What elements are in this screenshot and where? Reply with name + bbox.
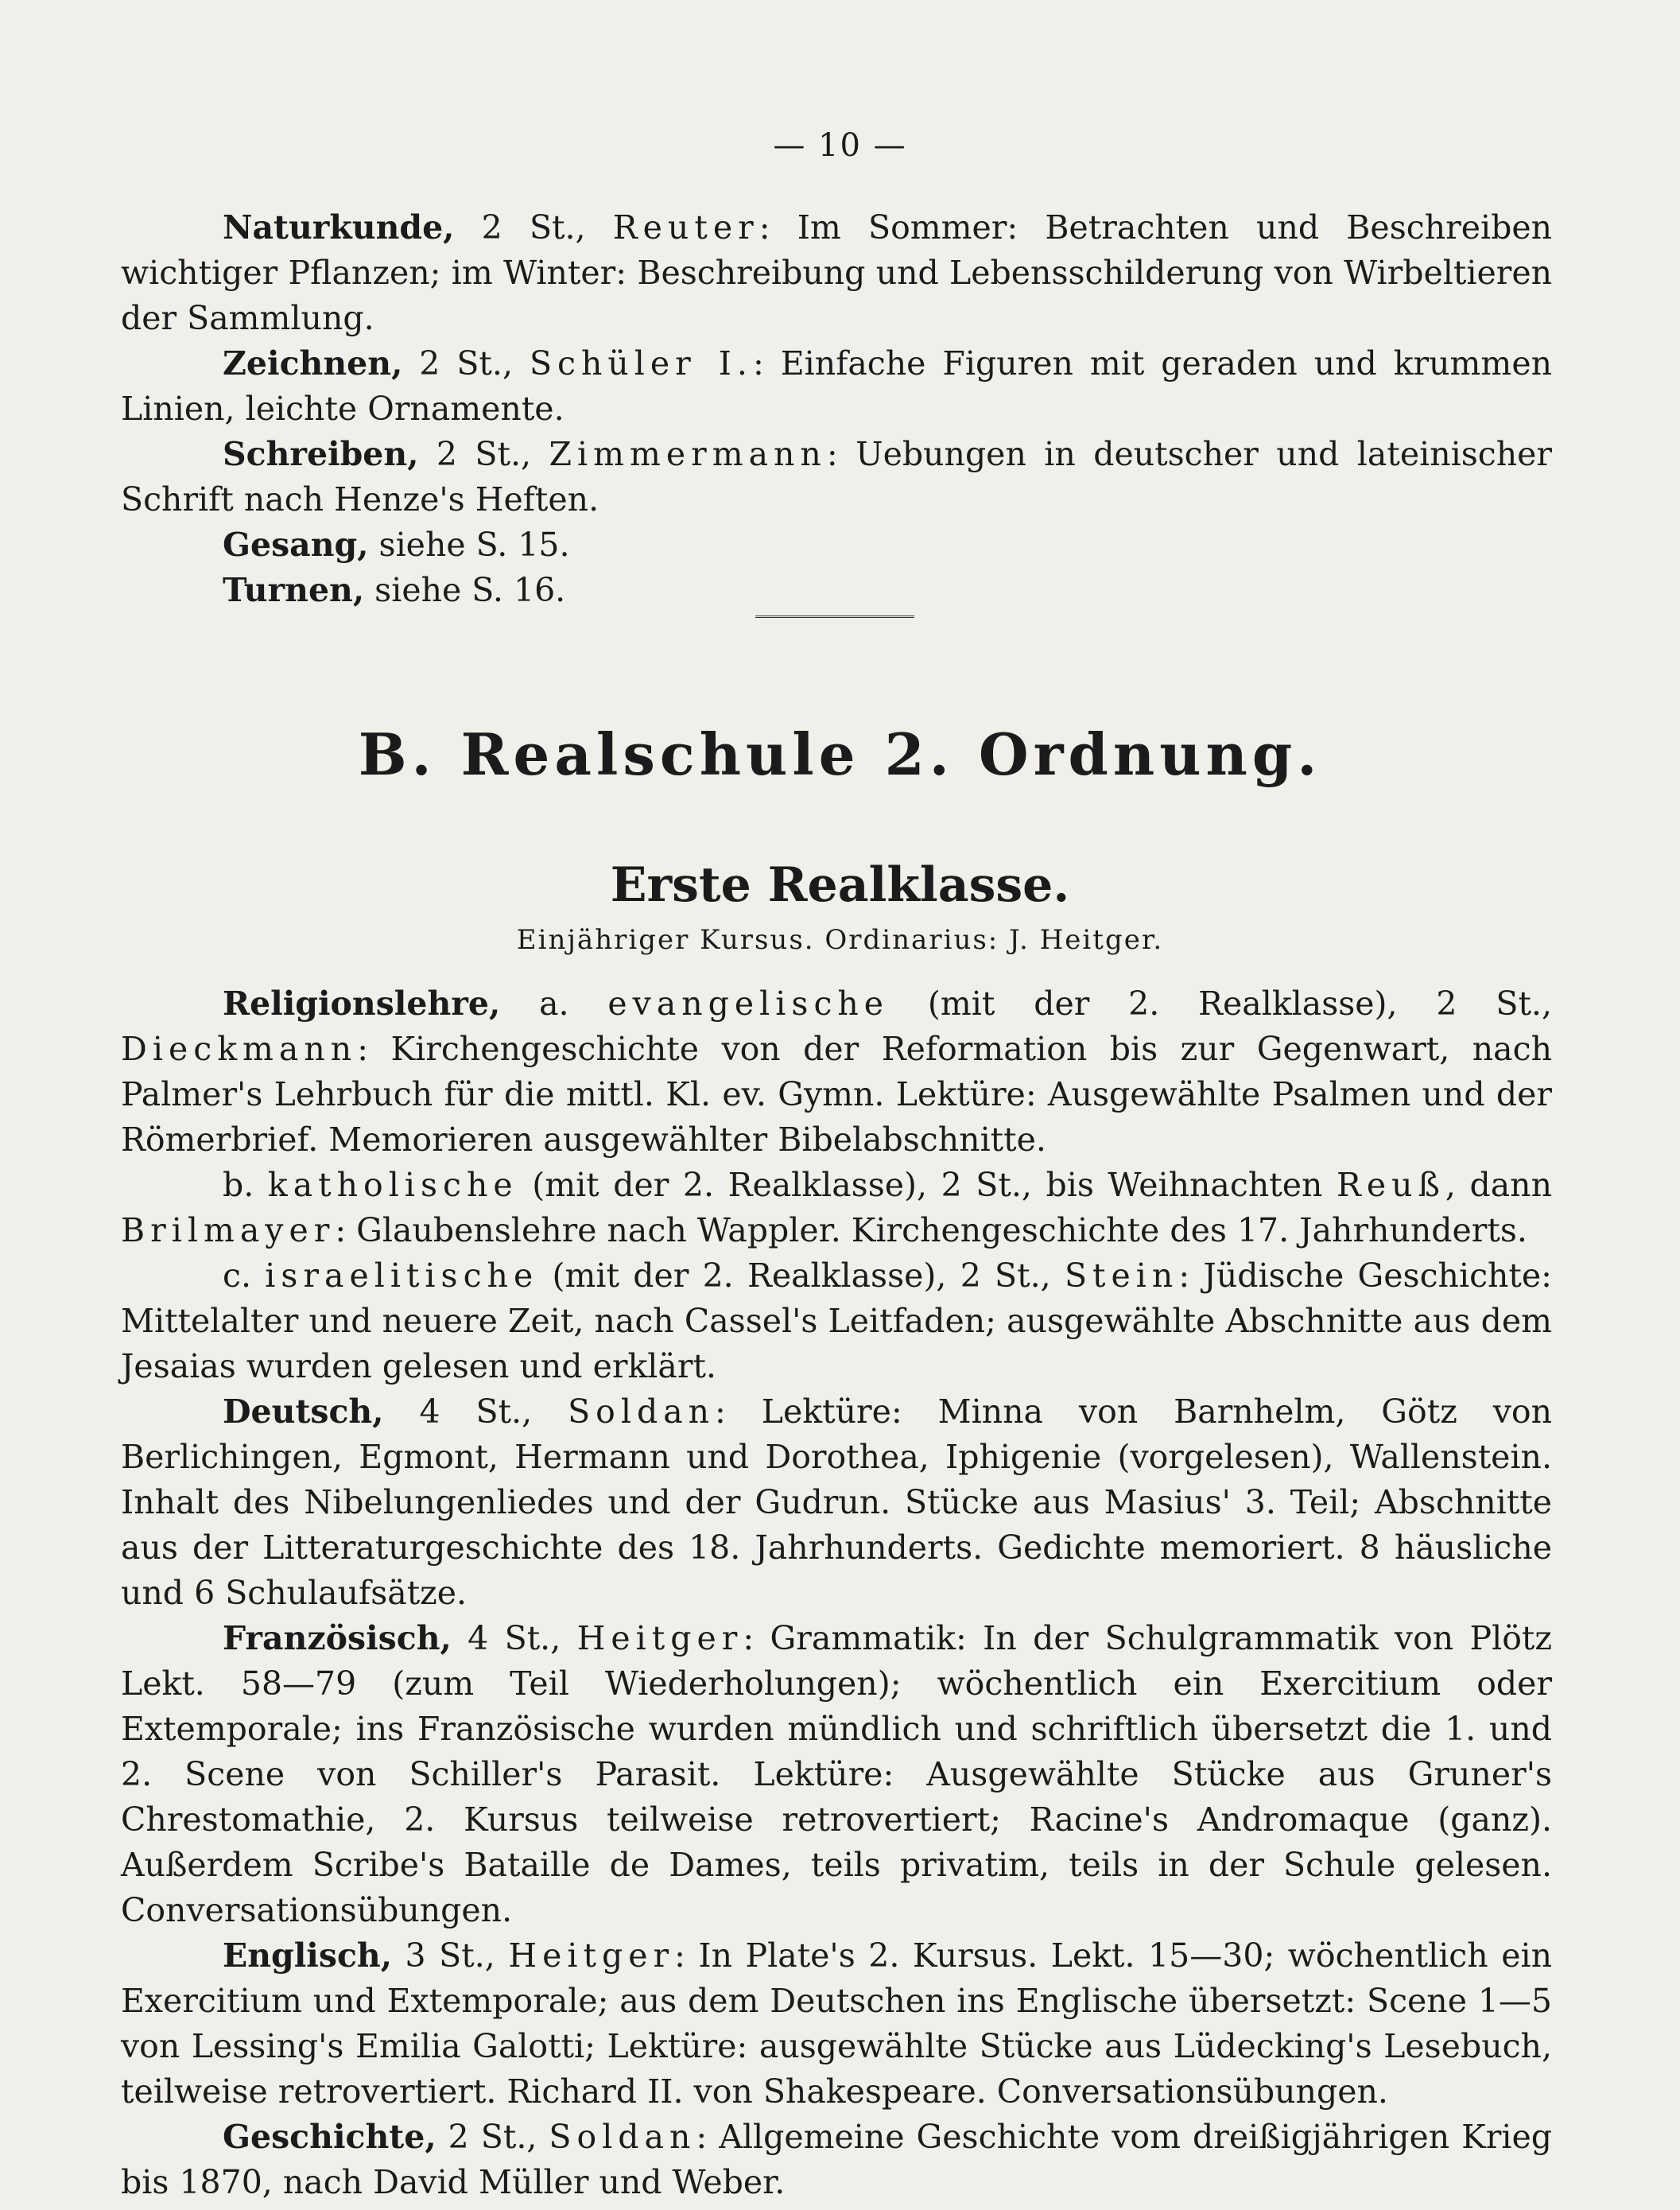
- hours: 3 St.,: [392, 1936, 509, 1975]
- entry-text: siehe S. 15.: [368, 526, 570, 564]
- entry-geschichte: [121, 2115, 1552, 2205]
- subject-heading: Turnen,: [223, 571, 365, 609]
- teacher-name: Zimmermann: [549, 435, 827, 473]
- teacher-name: Dieckmann: [121, 1030, 358, 1068]
- class-info: Einjähriger Kursus. Ordinarius: J. Heitger.: [516, 924, 1164, 956]
- entry-text: : Lektüre: Minna von Barnhelm, Götz von Berlichingen, Egmont, Hermann und Dorothea, Iphigenie (vorgelesen), Wallenstein. Inhalt des Nibelungenliedes und der Gudrun. Stücke aus Masius' 3. Teil; Abschnitte aus der Litteraturgeschichte des 18. Jahrhunderts. Gedichte memoriert. 8 häusliche und 6 Schulaufsätze.: [121, 1392, 1553, 1612]
- entry-text: : Kirchengeschichte von der Reformation bis zur Gegenwart, nach Palmer's Lehrbuch für die mittl. Kl. ev. Gymn. Lektüre: Ausgewählte Psalmen und der Römerbrief. Memorieren ausgewählter Bibelabschnitte.: [121, 1030, 1552, 1159]
- entry-franzoesisch: [121, 1616, 1552, 1933]
- subject-heading: Gesang,: [223, 526, 369, 564]
- item-prefix: c.: [223, 1256, 266, 1295]
- teacher-name: Schüler I.: [529, 344, 753, 383]
- lower-entries: [121, 981, 1552, 2205]
- subject-heading: Naturkunde,: [223, 208, 455, 247]
- entry-text: : Im Sommer: Betrachten und Beschreiben wichtiger Pflanzen; im Winter: Beschreibung und Lebensschilderung von Wirbeltieren der Sammlung.: [121, 208, 1552, 337]
- denomination-label: evangelische: [607, 985, 890, 1023]
- teacher-name: Reuter: [612, 208, 759, 247]
- entry-text: : Uebungen in deutscher und lateinischer Schrift nach Henze's Heften.: [121, 435, 1552, 519]
- item-prefix: a.: [500, 985, 608, 1023]
- hours: (mit der 2. Realklasse), 2 St.,: [538, 1256, 1065, 1295]
- subject-heading: Religionslehre,: [223, 985, 501, 1023]
- class-title: Erste Realklasse.: [610, 857, 1070, 913]
- hours: (mit der 2. Realklasse), 2 St., bis Weihnachten: [518, 1166, 1337, 1204]
- subject-heading: Schreiben,: [223, 435, 419, 473]
- hours: 2 St.,: [436, 2118, 549, 2156]
- entry-religion-b: [121, 1163, 1552, 1253]
- separator-rule: [755, 616, 914, 618]
- hours: 2 St.,: [418, 435, 549, 473]
- entry-gesang: [121, 522, 1552, 568]
- hours: 2 St.,: [454, 208, 613, 247]
- page-number: — 10 —: [773, 127, 907, 164]
- entry-text: : Allgemeine Geschichte vom dreißigjährigen Krieg bis 1870, nach David Müller und Weber.: [121, 2118, 1553, 2201]
- entry-religion-c: [121, 1253, 1552, 1389]
- teacher-name: Stein: [1064, 1256, 1179, 1295]
- subject-heading: Zeichnen,: [223, 344, 403, 383]
- teacher-name: Heitger: [576, 1619, 743, 1657]
- entry-englisch: [121, 1933, 1552, 2115]
- entry-schreiben: [121, 432, 1552, 522]
- teacher-name: Soldan: [568, 1392, 716, 1431]
- entry-religion-a: [121, 981, 1552, 1163]
- entry-text: : Jüdische Geschichte: Mittelalter und neuere Zeit, nach Cassel's Leitfaden; ausgewählte Abschnitte aus dem Jesaias wurden gelesen und erklärt.: [121, 1256, 1552, 1385]
- section-title: B. Realschule 2. Ordnung.: [358, 720, 1322, 788]
- subject-heading: Deutsch,: [223, 1392, 384, 1431]
- teacher-name: Heitger: [508, 1936, 675, 1975]
- subject-heading: Geschichte,: [223, 2118, 436, 2156]
- entry-text: : In Plate's 2. Kursus. Lekt. 15—30; wöchentlich ein Exercitium und Extemporale; aus dem Deutschen ins Englische übersetzt: Scene 1—5 von Lessing's Emilia Galotti; Lektüre: ausgewählte Stücke aus Lüdecking's Lesebuch, teilweise retrovertiert. Richard II. von Shakespeare. Conversationsübungen.: [121, 1936, 1552, 2111]
- entry-text: : Glaubenslehre nach Wappler. Kirchengeschichte des 17. Jahrhunderts.: [335, 1211, 1527, 1249]
- entry-naturkunde: [121, 205, 1552, 341]
- teacher-name: Soldan: [549, 2118, 696, 2156]
- teacher-name: Brilmayer: [121, 1211, 336, 1249]
- hours: 4 St.,: [383, 1392, 568, 1431]
- denomination-label: israelitische: [265, 1256, 539, 1295]
- subject-heading: Französisch,: [223, 1619, 452, 1657]
- item-prefix: b.: [223, 1166, 268, 1204]
- denomination-label: katholische: [267, 1166, 518, 1204]
- hours: 4 St.,: [451, 1619, 577, 1657]
- subject-heading: Englisch,: [223, 1936, 393, 1975]
- hours: 2 St.,: [402, 344, 530, 383]
- hours: (mit der 2. Realklasse), 2 St.,: [889, 985, 1552, 1023]
- entry-zeichnen: [121, 341, 1552, 432]
- entry-text: : Einfache Figuren mit geraden und krummen Linien, leichte Ornamente.: [121, 344, 1552, 428]
- entry-turnen: [121, 568, 1552, 613]
- top-entries: [121, 205, 1552, 613]
- entry-text: : Grammatik: In der Schulgrammatik von Plötz Lekt. 58—79 (zum Teil Wiederholungen); wöchentlich ein Exercitium oder Extemporale; ins Französische wurden mündlich und schriftlich übersetzt die 1. und 2. Scene von Schiller's Parasit. Lektüre: Ausgewählte Stücke aus Gruner's Chrestomathie, 2. Kursus teilweise retrovertiert; Racine's Andromaque (ganz). Außerdem Scribe's Bataille de Dames, teils privatim, teils in der Schule gelesen. Conversationsübungen.: [121, 1619, 1553, 1929]
- teacher-name: Reuß: [1336, 1166, 1445, 1204]
- entry-deutsch: [121, 1389, 1552, 1616]
- entry-text: siehe S. 16.: [364, 571, 566, 609]
- connector-text: , dann: [1445, 1166, 1552, 1204]
